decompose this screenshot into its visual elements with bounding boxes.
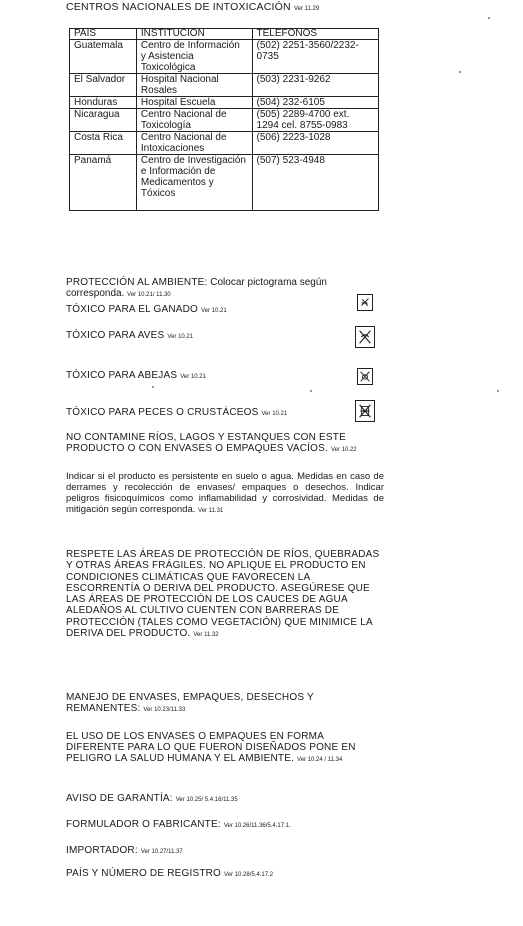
toxic-label: TÓXICO PARA ABEJAS [66,370,178,381]
country-cell: Costa Rica [70,132,137,155]
container-use-version: Ver 10.24 / 11.34 [297,757,343,763]
bees-pictogram-icon [357,368,373,385]
institution-cell: Centro de Investigación e Información de Medicamentos y Tóxicos [136,155,252,211]
birds-pictogram-icon [355,326,375,348]
table-header-row [70,29,379,40]
formulator [66,819,384,832]
contamination-body-text: Indicar si el producto es persistente en suelo o agua. Medidas en caso de derrames y recolección de envases/ empaques o desechos. Indicar peligros fisicoquímicos como inflamabilidad y corrosividad. Medidas de mitigación según corresponda. [66,471,384,515]
institution-cell: Hospital Escuela [136,97,252,109]
table-row [70,155,379,211]
toxic-bees [66,370,384,383]
container-handling-version: Ver 10.23/11.33 [143,707,186,713]
toxic-label: TÓXICO PARA AVES [66,330,165,341]
scan-speck [497,390,499,392]
column-header-phones: TELEFONOS [252,29,378,40]
table-row [70,40,379,74]
livestock-pictogram-icon [357,294,373,311]
contamination-version-2: Ver 11.31 [198,508,224,514]
toxic-version: Ver 10.21 [167,334,194,340]
phone-cell: (504) 232-6105 [252,97,378,109]
poison-centers-table [69,28,379,211]
environment-text: Colocar pictograma según corresponda. [66,277,327,299]
toxic-version: Ver 10.21 [180,374,206,380]
contamination-warning [66,432,384,456]
protected-areas-warning [66,549,384,641]
table-row [70,132,379,155]
warranty-version: Ver 10.25/ 5.4.16/11.35 [175,797,238,803]
registry-text: PAÍS Y NÚMERO DE REGISTRO [66,868,222,879]
container-use-warning [66,731,384,766]
phone-cell: (502) 2251-3560/2232-0735 [252,40,378,74]
country-cell: Guatemala [70,40,137,74]
contamination-heading: NO CONTAMINE RÍOS, LAGOS Y ESTANQUES CON ESTE PRODUCTO O CON ENVASES O EMPAQUES VACÍOS. [66,432,346,454]
formulator-version: Ver 10.26/11.36/5.4.17.1. [223,823,291,829]
contamination-body [66,471,384,517]
column-header-country: PAIS [70,29,137,40]
toxic-version: Ver 10.21 [201,308,227,314]
importer-version: Ver 10.27/11.37 [140,849,183,855]
title-text: CENTROS NACIONALES DE INTOXICACIÓN [66,1,291,13]
table-row [70,109,379,132]
toxic-version: Ver 10.21 [261,411,288,417]
container-handling [66,692,384,716]
environment-protection [66,277,384,301]
phone-cell: (506) 2223-1028 [252,132,378,155]
toxic-fish [66,407,384,420]
phone-cell: (503) 2231-9262 [252,74,378,97]
environment-version: Ver 10.21/ 11.30 [127,292,171,298]
protected-areas-version: Ver 11.32 [193,632,219,639]
warranty-notice [66,793,384,806]
scan-speck [310,390,312,392]
column-header-institution: INSTITUCION [136,29,252,40]
warranty-text: AVISO DE GARANTÍA: [66,793,173,804]
container-handling-text: MANEJO DE ENVASES, EMPAQUES, DESECHOS Y REMANENTES: [66,692,314,714]
table-row [70,74,379,97]
scan-speck [459,71,461,73]
formulator-text: FORMULADOR O FABRICANTE: [66,819,221,830]
scan-speck [152,386,154,388]
country-cell: Panamá [70,155,137,211]
environment-heading: PROTECCIÓN AL AMBIENTE: [66,277,208,288]
table-row [70,97,379,109]
country-cell: Nicaragua [70,109,137,132]
phone-cell: (505) 2289-4700 ext. 1294 cel. 8755-0983 [252,109,378,132]
country-cell: El Salvador [70,74,137,97]
document-title [66,1,319,13]
institution-cell: Hospital Nacional Rosales [136,74,252,97]
institution-cell: Centro de Información y Asistencia Toxicológica [136,40,252,74]
toxic-birds [66,330,384,343]
toxic-label: TÓXICO PARA PECES O CRUSTÁCEOS [66,407,259,418]
importer [66,845,384,858]
registry [66,868,384,881]
importer-text: IMPORTADOR: [66,845,138,856]
container-use-text: EL USO DE LOS ENVASES O EMPAQUES EN FORMA DIFERENTE PARA LO QUE FUERON DISEÑADOS PONE EN PELIGRO LA SALUD HUMANA Y EL AMBIENTE. [66,731,356,764]
country-cell: Honduras [70,97,137,109]
toxic-label: TÓXICO PARA EL GANADO [66,304,199,315]
protected-areas-text: RESPETE LAS ÁREAS DE PROTECCIÓN DE RÍOS, QUEBRADAS Y OTRAS ÁREAS FRÁGILES. NO APLIQUE EL PRODUCTO EN CONDICIONES CLIMÁTICAS QUE FAVORECEN LA ESCORRENTÍA O DERIVA DEL PRODUCTO. ASEGÚRESE QUE LAS ÁREAS DE PROTECCIÓN DE LOS CAUCES DE AGUA ALEDAÑOS AL CULTIVO CUENTEN CON BARRERAS DE PROTECCIÓN (TALES COMO VEGETACIÓN) QUE MINIMICE LA DERIVA DEL PRODUCTO. [66,549,380,640]
registry-version: Ver 10.28/5.4.17.2 [224,872,274,878]
institution-cell: Centro Nacional de Intoxicaciones [136,132,252,155]
title-version: Ver 11.29 [293,6,320,12]
toxic-livestock [66,304,384,317]
scan-speck [488,17,490,19]
phone-cell: (507) 523-4948 [252,155,378,211]
fish-pictogram-icon [355,400,375,422]
contamination-version-1: Ver 10.22 [330,447,357,453]
institution-cell: Centro Nacional de Toxicología [136,109,252,132]
